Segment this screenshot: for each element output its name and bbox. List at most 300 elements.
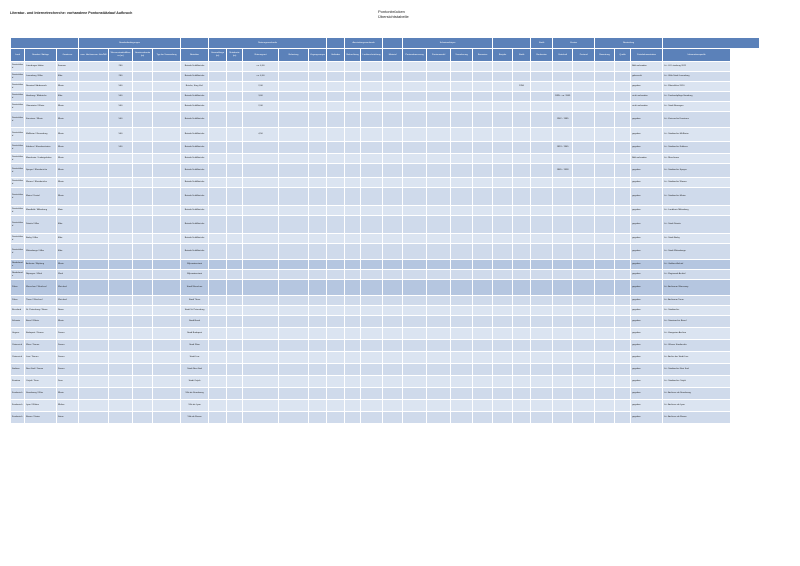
- table-cell: [473, 244, 493, 260]
- table-cell: [243, 244, 279, 260]
- table-cell: Konstanz / Rhein: [25, 112, 57, 128]
- table-cell: Frankreich: [11, 388, 25, 400]
- table-cell: [531, 216, 553, 234]
- table-row: [11, 306, 760, 316]
- table-cell: Waal: [57, 270, 79, 280]
- table-cell: Stadt Linz: [181, 352, 209, 364]
- table-cell: [473, 280, 493, 296]
- table-cell: [403, 62, 427, 72]
- table-cell: [345, 62, 361, 72]
- table-cell: [327, 128, 345, 142]
- table-cell: [243, 142, 279, 154]
- table-cell: [513, 280, 531, 296]
- table-cell: Donau: [57, 352, 79, 364]
- table-cell: [403, 340, 427, 352]
- table-cell: [427, 306, 451, 316]
- table-cell: [531, 72, 553, 82]
- table-cell: [473, 142, 493, 154]
- table-cell: Donau: [57, 340, 79, 352]
- table-cell: [595, 260, 615, 270]
- table-cell: [109, 206, 133, 216]
- table-cell: [513, 178, 531, 188]
- table-cell: [153, 216, 181, 234]
- table-cell: [473, 112, 493, 128]
- table-cell: [615, 306, 631, 316]
- table-cell: Lyon / Rhône: [25, 400, 57, 412]
- table-cell: [427, 364, 451, 376]
- table-cell: [243, 364, 279, 376]
- table-cell: [227, 142, 243, 154]
- table-cell: [361, 188, 383, 206]
- table-cell: [153, 206, 181, 216]
- table-cell: [309, 142, 327, 154]
- table-cell: [361, 352, 383, 364]
- header-group-cell: Kosten: [553, 38, 595, 49]
- table-cell: [345, 280, 361, 296]
- table-cell: [531, 128, 553, 142]
- table-cell: [513, 216, 531, 234]
- table-cell: [153, 280, 181, 296]
- table-cell: [473, 340, 493, 352]
- table-cell: [309, 164, 327, 178]
- table-cell: Rhein: [57, 112, 79, 128]
- table-cell: [595, 82, 615, 92]
- table-cell: [243, 376, 279, 388]
- table-cell: [79, 316, 109, 328]
- table-cell: [227, 234, 243, 244]
- table-cell: [227, 82, 243, 92]
- table-cell: [427, 234, 451, 244]
- table-cell: [345, 206, 361, 216]
- table-cell: [553, 376, 573, 388]
- table-cell: [403, 128, 427, 142]
- table-cell: [79, 270, 109, 280]
- table-cell: [79, 92, 109, 102]
- table-cell: [473, 216, 493, 234]
- table-cell: [403, 412, 427, 424]
- table-cell: [473, 316, 493, 328]
- table-cell: Lit.: Staatsarchiv Basel: [663, 316, 731, 328]
- table-cell: Ungarn: [11, 328, 25, 340]
- table-cell: [493, 142, 513, 154]
- table-cell: [615, 376, 631, 388]
- table-cell: [133, 128, 153, 142]
- column-header: Typ der Verwendung: [153, 49, 181, 62]
- document-header-left: Literatur- und Internetrecherche: vorhandene Pontonstützlauf Aufbruch: [10, 11, 133, 15]
- table-cell: [243, 280, 279, 296]
- header-group-cell: Nutzungsmerkmale: [209, 38, 327, 49]
- table-cell: [79, 388, 109, 400]
- table-cell: [309, 178, 327, 188]
- table-cell: [553, 62, 573, 72]
- table-cell: [531, 82, 553, 92]
- table-cell: Lit.: Stadt Dömitz: [663, 216, 731, 234]
- column-header: Material: [383, 49, 403, 62]
- table-cell: [309, 216, 327, 234]
- table-cell: Deutschland: [11, 154, 25, 164]
- table-cell: [361, 244, 383, 260]
- table-cell: Deutschland: [11, 142, 25, 154]
- table-cell: [595, 234, 615, 244]
- table-cell: [227, 62, 243, 72]
- table-cell: [361, 316, 383, 328]
- table-cell: [133, 306, 153, 316]
- table-cell: [531, 412, 553, 424]
- table-cell: [133, 142, 153, 154]
- table-cell: [403, 154, 427, 164]
- column-header: Standort / Anlage: [25, 49, 57, 62]
- table-cell: Niederlande: [11, 260, 25, 270]
- table-cell: [79, 376, 109, 388]
- table-cell: [531, 260, 553, 270]
- table-cell: [403, 234, 427, 244]
- table-cell: [133, 400, 153, 412]
- table-cell: [243, 388, 279, 400]
- table-cell: [227, 102, 243, 112]
- table-cell: [451, 328, 473, 340]
- table-cell: [79, 412, 109, 424]
- table-cell: Betrieb Schiffbrücke: [181, 216, 209, 234]
- table-cell: gegeben: [631, 316, 663, 328]
- table-cell: [553, 412, 573, 424]
- table-cell: [427, 142, 451, 154]
- table-cell: [153, 306, 181, 316]
- table-cell: [573, 280, 595, 296]
- table-cell: [553, 364, 573, 376]
- table-cell: [383, 154, 403, 164]
- table-cell: Rhône: [57, 400, 79, 412]
- table-cell: [327, 244, 345, 260]
- table-cell: gegeben: [631, 128, 663, 142]
- table-cell: [531, 328, 553, 340]
- table-cell: Niederlande: [11, 270, 25, 280]
- table-cell: [361, 306, 383, 316]
- table-cell: [209, 316, 227, 328]
- table-cell: Lit.: Stadt Wittenberge: [663, 244, 731, 260]
- table-cell: Rijkswaterstaat: [181, 270, 209, 280]
- table-cell: [383, 316, 403, 328]
- table-cell: 260: [109, 72, 133, 82]
- table-cell: [309, 280, 327, 296]
- table-cell: Deutschland: [11, 216, 25, 234]
- table-cell: [427, 128, 451, 142]
- table-cell: [133, 102, 153, 112]
- table-cell: [493, 178, 513, 188]
- table-cell: [209, 154, 227, 164]
- table-cell: [279, 340, 309, 352]
- table-cell: 4,50: [243, 128, 279, 142]
- document-title: [378, 9, 438, 19]
- table-cell: [513, 142, 531, 154]
- table-cell: 3,60: [243, 92, 279, 102]
- table-cell: [243, 270, 279, 280]
- table-cell: [209, 178, 227, 188]
- header-group-cell: Ausstattungsmerkmale: [345, 38, 383, 49]
- table-cell: [79, 142, 109, 154]
- table-cell: [227, 260, 243, 270]
- table-cell: [615, 244, 631, 260]
- table-cell: [327, 142, 345, 154]
- table-cell: [451, 376, 473, 388]
- table-cell: [595, 412, 615, 424]
- table-cell: [403, 188, 427, 206]
- table-cell: [595, 352, 615, 364]
- table-cell: [553, 270, 573, 280]
- table-cell: [309, 102, 327, 112]
- table-cell: [531, 340, 553, 352]
- table-cell: [531, 62, 553, 72]
- table-cell: [153, 62, 181, 72]
- table-cell: [595, 270, 615, 280]
- table-cell: [451, 82, 473, 92]
- table-cell: [79, 280, 109, 296]
- table-cell: [403, 164, 427, 178]
- table-cell: [451, 128, 473, 142]
- table-cell: [79, 296, 109, 306]
- table-cell: [361, 112, 383, 128]
- table-cell: [383, 72, 403, 82]
- table-cell: [345, 260, 361, 270]
- table-cell: [573, 260, 595, 270]
- table-cell: [403, 364, 427, 376]
- table-cell: [473, 388, 493, 400]
- table-cell: [383, 92, 403, 102]
- table-cell: [573, 388, 595, 400]
- table-cell: Betrieb Schiffbrücke: [181, 72, 209, 82]
- table-cell: [345, 154, 361, 164]
- table-cell: [531, 376, 553, 388]
- table-cell: [153, 296, 181, 306]
- table-cell: [279, 216, 309, 234]
- column-header: Verankerung: [451, 49, 473, 62]
- table-cell: [309, 154, 327, 164]
- table-cell: [227, 316, 243, 328]
- table-cell: [227, 154, 243, 164]
- table-cell: [209, 82, 227, 92]
- table-cell: Wien / Donau: [25, 340, 57, 352]
- table-cell: [513, 72, 531, 82]
- table-cell: [243, 260, 279, 270]
- table-cell: gegeben: [631, 296, 663, 306]
- header-group-cell: [493, 38, 531, 49]
- table-cell: Stadt Warschau: [181, 280, 209, 296]
- table-cell: [345, 412, 361, 424]
- table-cell: [133, 188, 153, 206]
- table-cell: Betrieb Schiffbrücke: [181, 188, 209, 206]
- table-cell: Stadt Thorn: [181, 296, 209, 306]
- table-cell: [531, 296, 553, 306]
- table-cell: [493, 352, 513, 364]
- table-cell: [473, 72, 493, 82]
- table-cell: [403, 178, 427, 188]
- table-cell: Russland: [11, 306, 25, 316]
- header-group-cell: Standortbedingungen: [79, 38, 181, 49]
- table-cell: [309, 412, 327, 424]
- table-cell: [493, 72, 513, 82]
- table-cell: [513, 270, 531, 280]
- table-cell: [309, 112, 327, 128]
- table-cell: [473, 62, 493, 72]
- table-cell: [451, 102, 473, 112]
- table-cell: [615, 178, 631, 188]
- table-cell: [361, 364, 383, 376]
- table-cell: [327, 234, 345, 244]
- table-cell: [553, 72, 573, 82]
- table-cell: [243, 400, 279, 412]
- table-cell: [109, 188, 133, 206]
- table-cell: [133, 92, 153, 102]
- table-cell: [383, 388, 403, 400]
- table-cell: [493, 400, 513, 412]
- table-cell: [361, 154, 383, 164]
- table-row: [11, 412, 760, 424]
- table-cell: [451, 216, 473, 234]
- table-cell: [513, 364, 531, 376]
- table-cell: [513, 244, 531, 260]
- column-header: Gewässerbreite (m): [133, 49, 153, 62]
- column-header: Belastung: [279, 49, 309, 62]
- table-cell: [327, 82, 345, 92]
- table-cell: [383, 280, 403, 296]
- table-cell: Betrieb Schiffbrücke: [181, 112, 209, 128]
- table-cell: gegeben: [631, 244, 663, 260]
- table-cell: [227, 128, 243, 142]
- table-cell: [493, 296, 513, 306]
- table-cell: [615, 234, 631, 244]
- table-cell: [383, 296, 403, 306]
- table-cell: [513, 154, 531, 164]
- table-cell: [153, 388, 181, 400]
- table-cell: [361, 216, 383, 234]
- table-cell: Österreich: [11, 352, 25, 364]
- table-cell: [133, 72, 153, 82]
- table-cell: [153, 400, 181, 412]
- table-row: [11, 352, 760, 364]
- table-cell: [79, 364, 109, 376]
- table-cell: [553, 216, 573, 234]
- table-cell: [615, 270, 631, 280]
- table-cell: 500: [109, 112, 133, 128]
- table-cell: [615, 206, 631, 216]
- table-cell: [383, 234, 403, 244]
- table-cell: Elbe: [57, 234, 79, 244]
- table-cell: Deutschland: [11, 234, 25, 244]
- table-cell: Lit.: Archives de Strasbourg: [663, 388, 731, 400]
- column-header: Quelle: [615, 49, 631, 62]
- table-cell: [109, 340, 133, 352]
- table-cell: [403, 142, 427, 154]
- table-cell: [615, 280, 631, 296]
- table-cell: [309, 316, 327, 328]
- table-cell: [133, 206, 153, 216]
- table-row: [11, 206, 760, 216]
- column-header: Beleuchtung: [345, 49, 361, 62]
- table-cell: 2,00: [243, 102, 279, 112]
- table-cell: nicht vorhanden: [631, 102, 663, 112]
- table-cell: [493, 188, 513, 206]
- table-cell: [209, 412, 227, 424]
- table-cell: [327, 270, 345, 280]
- table-cell: [427, 340, 451, 352]
- table-cell: [573, 92, 595, 102]
- table-cell: [573, 328, 595, 340]
- table-cell: [383, 260, 403, 270]
- table-cell: [327, 400, 345, 412]
- table-cell: [595, 388, 615, 400]
- table-cell: Ville de Lyon: [181, 400, 209, 412]
- table-cell: [451, 364, 473, 376]
- table-cell: [573, 244, 595, 260]
- table-cell: [383, 102, 403, 112]
- table-cell: [309, 72, 327, 82]
- table-cell: [227, 364, 243, 376]
- table-cell: [427, 216, 451, 234]
- table-cell: [383, 62, 403, 72]
- table-cell: [615, 112, 631, 128]
- table-cell: [513, 376, 531, 388]
- table-cell: [595, 216, 615, 234]
- table-cell: [595, 244, 615, 260]
- column-header: Zustand: [573, 49, 595, 62]
- table-cell: Betrieb Schiffbrücke: [181, 244, 209, 260]
- table-cell: gegeben: [631, 412, 663, 424]
- table-cell: Rhein: [57, 82, 79, 92]
- table-cell: [109, 216, 133, 234]
- table-cell: [383, 340, 403, 352]
- table-cell: gegeben: [631, 376, 663, 388]
- table-cell: gegeben: [631, 400, 663, 412]
- table-cell: Deutschland: [11, 82, 25, 92]
- table-cell: [403, 376, 427, 388]
- table-cell: [133, 352, 153, 364]
- table-cell: [473, 306, 493, 316]
- table-cell: [493, 102, 513, 112]
- table-cell: [427, 72, 451, 82]
- table-cell: [513, 306, 531, 316]
- table-cell: [473, 188, 493, 206]
- table-row: [11, 216, 760, 234]
- overview-table: [10, 37, 760, 424]
- table-cell: [493, 328, 513, 340]
- table-cell: [345, 216, 361, 234]
- table-cell: [403, 388, 427, 400]
- table-cell: [427, 164, 451, 178]
- table-cell: [595, 280, 615, 296]
- table-cell: [79, 154, 109, 164]
- table-cell: [531, 188, 553, 206]
- table-cell: [79, 112, 109, 128]
- table-cell: Barby / Elbe: [25, 234, 57, 244]
- table-cell: Rouen / Seine: [25, 412, 57, 424]
- table-cell: 1895 - ca. 1945: [553, 92, 573, 102]
- column-header: Baujahr: [493, 49, 513, 62]
- table-cell: [327, 296, 345, 306]
- table-cell: [133, 178, 153, 188]
- table-cell: [361, 260, 383, 270]
- table-cell: Schweiz: [11, 316, 25, 328]
- table-cell: gegeben: [631, 364, 663, 376]
- table-cell: [451, 142, 473, 154]
- table-cell: [153, 412, 181, 424]
- table-cell: [209, 376, 227, 388]
- table-cell: [531, 270, 553, 280]
- table-cell: Elbe: [57, 216, 79, 234]
- table-cell: [573, 154, 595, 164]
- table-cell: [279, 62, 309, 72]
- table-cell: [279, 280, 309, 296]
- table-cell: [79, 260, 109, 270]
- table-cell: [279, 328, 309, 340]
